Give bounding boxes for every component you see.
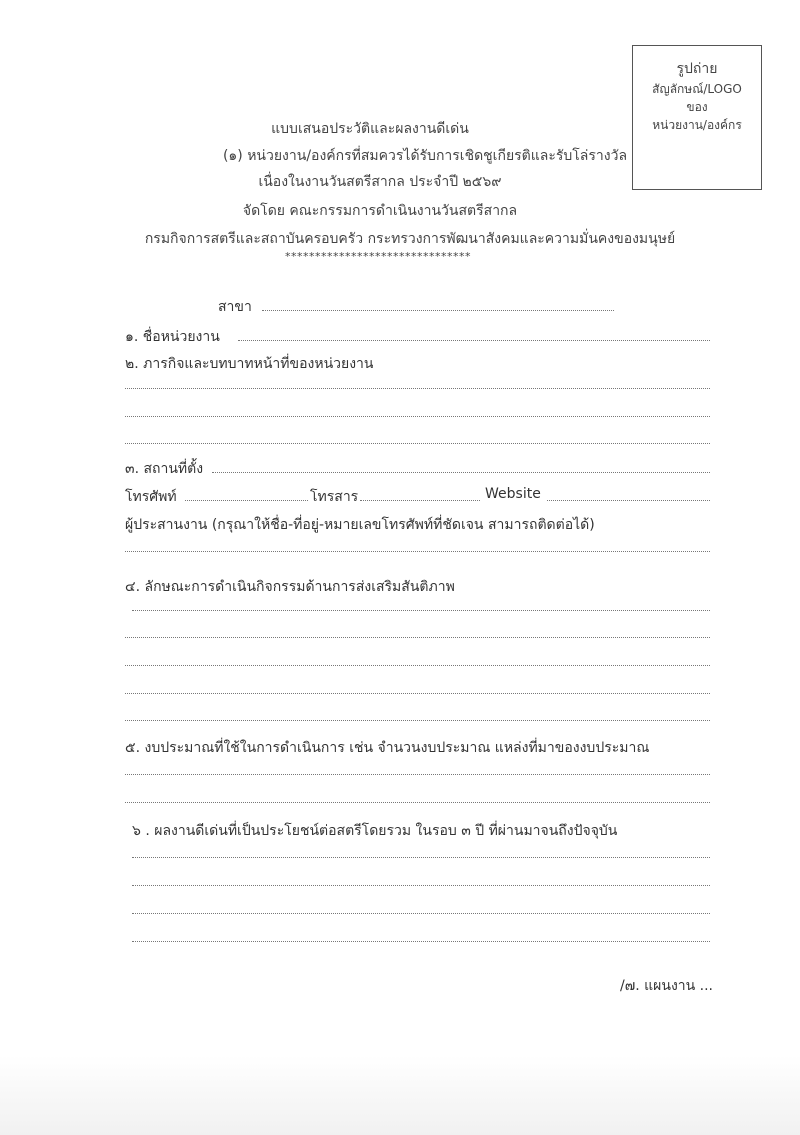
q1-field[interactable] bbox=[238, 340, 710, 341]
coordinator-field[interactable] bbox=[125, 551, 710, 552]
q5-field-line-2[interactable] bbox=[125, 802, 710, 803]
photo-box-line4: หน่วยงาน/องค์กร bbox=[652, 118, 742, 132]
website-field[interactable] bbox=[547, 500, 710, 501]
phone-field[interactable] bbox=[185, 500, 308, 501]
q3-label: ๓. สถานที่ตั้ง bbox=[125, 461, 204, 477]
photo-box-line3: ของ bbox=[686, 100, 708, 114]
photo-box-line2: สัญลักษณ์/LOGO bbox=[652, 82, 742, 96]
fax-field[interactable] bbox=[360, 500, 480, 501]
q6-field-line-1[interactable] bbox=[132, 857, 710, 858]
q4-label: ๔. ลักษณะการดำเนินกิจกรรมด้านการส่งเสริมสันติภาพ bbox=[125, 579, 455, 595]
q2-field-line-1[interactable] bbox=[125, 388, 710, 389]
q5-label: ๕. งบประมาณที่ใช้ในการดำเนินการ เช่น จำนวนงบประมาณ แหล่งที่มาของงบประมาณ bbox=[125, 740, 650, 756]
header-divider: ******************************* bbox=[285, 250, 471, 263]
q1-label: ๑. ชื่อหน่วยงาน bbox=[125, 329, 220, 345]
q6-field-line-3[interactable] bbox=[132, 913, 710, 914]
q2-field-line-3[interactable] bbox=[125, 443, 710, 444]
q4-field-line-3[interactable] bbox=[125, 665, 710, 666]
fax-label: โทรสาร bbox=[310, 489, 359, 505]
continued-note: /๗. แผนงาน ... bbox=[620, 978, 714, 994]
branch-label: สาขา bbox=[218, 299, 252, 315]
q3-field[interactable] bbox=[212, 472, 710, 473]
q2-field-line-2[interactable] bbox=[125, 416, 710, 417]
website-label: Website bbox=[485, 486, 541, 502]
form-title: แบบเสนอประวัติและผลงานดีเด่น bbox=[271, 121, 469, 137]
q4-field-line-5[interactable] bbox=[125, 720, 710, 721]
q5-field-line-1[interactable] bbox=[125, 774, 710, 775]
q4-field-line-1[interactable] bbox=[132, 610, 710, 611]
form-departments: กรมกิจการสตรีและสถาบันครอบครัว กระทรวงการพัฒนาสังคมและความมั่นคงของมนุษย์ bbox=[144, 231, 676, 247]
photo-logo-placeholder bbox=[632, 45, 762, 190]
branch-field[interactable] bbox=[262, 310, 614, 311]
q4-field-line-4[interactable] bbox=[125, 693, 710, 694]
q6-field-line-2[interactable] bbox=[132, 885, 710, 886]
form-subtitle: (๑) หน่วยงาน/องค์กรที่สมควรได้รับการเชิดชูเกียรติและรับโล่รางวัล bbox=[222, 148, 628, 164]
q4-field-line-2[interactable] bbox=[125, 637, 710, 638]
q2-label: ๒. ภารกิจและบทบาทหน้าที่ของหน่วยงาน bbox=[125, 356, 374, 372]
phone-label: โทรศัพท์ bbox=[125, 489, 177, 505]
coordinator-label: ผู้ประสานงาน (กรุณาให้ชื่อ-ที่อยู่-หมายเลขโทรศัพท์ที่ชัดเจน สามารถติดต่อได้) bbox=[125, 517, 595, 533]
q6-label: ๖ . ผลงานดีเด่นที่เป็นประโยชน์ต่อสตรีโดยรวม ในรอบ ๓ ปี ที่ผ่านมาจนถึงปัจจุบัน bbox=[132, 823, 618, 839]
form-occasion: เนื่องในงานวันสตรีสากล ประจำปี ๒๕๖๙ bbox=[258, 174, 502, 190]
photo-box-line1: รูปถ่าย bbox=[676, 61, 718, 77]
form-organizer: จัดโดย คณะกรรมการดำเนินงานวันสตรีสากล bbox=[242, 203, 518, 219]
q6-field-line-4[interactable] bbox=[132, 941, 710, 942]
